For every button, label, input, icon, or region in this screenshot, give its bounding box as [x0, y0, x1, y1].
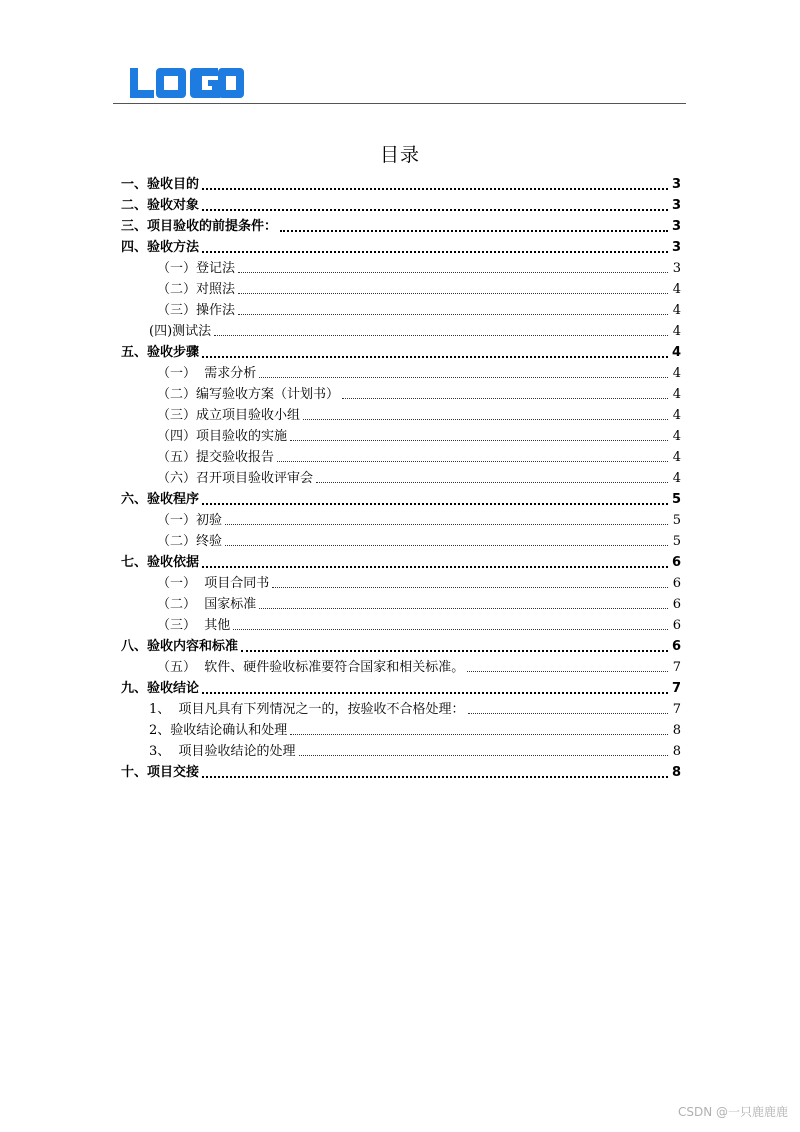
toc-entry-title: （五） 软件、硬件验收标准要符合国家和相关标准。 — [157, 660, 465, 675]
toc-leader-dots — [225, 524, 668, 525]
toc-entry-title: （五）提交验收报告 — [157, 450, 275, 465]
toc-entry[interactable] — [121, 215, 681, 236]
toc-entry[interactable] — [121, 320, 681, 341]
toc-leader-dots — [202, 209, 668, 211]
toc-entry-title: 十、项目交接 — [121, 765, 200, 780]
toc-entry[interactable] — [121, 593, 681, 614]
toc-entry-title: 四、验收方法 — [121, 240, 200, 255]
toc-entry-page: 5 — [672, 534, 681, 549]
toc-entry[interactable] — [121, 467, 681, 488]
toc-entry-page: 4 — [671, 345, 681, 360]
toc-leader-dots — [202, 566, 668, 568]
toc-entry-page: 4 — [672, 450, 681, 465]
toc-leader-dots — [233, 629, 668, 630]
toc-entry-page: 8 — [671, 765, 681, 780]
toc-entry[interactable] — [121, 236, 681, 257]
toc-leader-dots — [316, 482, 668, 483]
toc-leader-dots — [202, 251, 668, 253]
toc-entry-page: 4 — [672, 324, 681, 339]
toc-entry-title: （一） 项目合同书 — [157, 576, 270, 591]
toc-leader-dots — [225, 545, 668, 546]
toc-entry-page: 4 — [672, 471, 681, 486]
toc-entry[interactable] — [121, 740, 681, 761]
toc-entry-page: 7 — [672, 660, 681, 675]
toc-leader-dots — [342, 398, 668, 399]
toc-entry-title: （三）成立项目验收小组 — [157, 408, 301, 423]
toc-entry-page: 8 — [672, 744, 681, 759]
toc-leader-dots — [241, 650, 668, 652]
toc-entry[interactable] — [121, 446, 681, 467]
toc-entry-title: （二）对照法 — [157, 282, 236, 297]
toc-entry[interactable] — [121, 383, 681, 404]
logo-graphic — [128, 66, 246, 100]
toc-entry[interactable] — [121, 257, 681, 278]
toc-entry-title: (四)测试法 — [149, 324, 212, 339]
toc-entry-page: 6 — [672, 597, 681, 612]
toc-entry-page: 8 — [672, 723, 681, 738]
toc-leader-dots — [277, 461, 668, 462]
toc-leader-dots — [202, 776, 668, 778]
toc-entry-title: 一、验收目的 — [121, 177, 200, 192]
toc-entry-page: 7 — [672, 702, 681, 717]
toc-entry[interactable] — [121, 278, 681, 299]
toc-leader-dots — [238, 314, 668, 315]
toc-entry[interactable] — [121, 677, 681, 698]
toc-entry[interactable] — [121, 761, 681, 782]
toc-entry-title: （一）初验 — [157, 513, 223, 528]
toc-leader-dots — [259, 377, 668, 378]
toc-entry-page: 7 — [671, 681, 681, 696]
toc-entry[interactable] — [121, 488, 681, 509]
toc-entry[interactable] — [121, 194, 681, 215]
toc-leader-dots — [214, 335, 668, 336]
toc-entry-page: 4 — [672, 429, 681, 444]
toc-entry-page: 3 — [671, 240, 681, 255]
watermark: CSDN @一只鹿鹿鹿 — [677, 1105, 788, 1119]
toc-entry-title: 二、验收对象 — [121, 198, 200, 213]
toc-leader-dots — [290, 440, 668, 441]
toc-entry-title: （一） 需求分析 — [157, 366, 257, 381]
toc-entry-page: 3 — [671, 219, 681, 234]
toc-entry-title: 六、验收程序 — [121, 492, 200, 507]
toc-entry-title: （二）终验 — [157, 534, 223, 549]
toc-entry[interactable] — [121, 509, 681, 530]
toc-entry[interactable] — [121, 530, 681, 551]
toc-entry[interactable] — [121, 362, 681, 383]
toc-entry[interactable] — [121, 719, 681, 740]
toc-entry-page: 4 — [672, 282, 681, 297]
toc-entry-title: （二） 国家标准 — [157, 597, 257, 612]
toc-leader-dots — [303, 419, 668, 420]
toc-entry-title: （四）项目验收的实施 — [157, 429, 288, 444]
toc-leader-dots — [202, 503, 668, 505]
toc-entry[interactable] — [121, 173, 681, 194]
toc-leader-dots — [202, 692, 668, 694]
toc-entry[interactable] — [121, 572, 681, 593]
toc-entry-page: 6 — [672, 618, 681, 633]
toc-leader-dots — [290, 734, 668, 735]
toc-entry-title: 九、验收结论 — [121, 681, 200, 696]
toc-entry[interactable] — [121, 341, 681, 362]
toc-entry[interactable] — [121, 425, 681, 446]
toc-entry[interactable] — [121, 299, 681, 320]
header-divider — [113, 103, 686, 104]
toc-entry[interactable] — [121, 656, 681, 677]
toc-leader-dots — [238, 272, 668, 273]
logo — [128, 66, 246, 100]
toc-entry-title: 1、 项目凡具有下列情况之一的，按验收不合格处理： — [149, 702, 465, 717]
toc-entry-page: 4 — [672, 366, 681, 381]
toc-leader-dots — [467, 671, 668, 672]
toc-entry-page: 6 — [671, 639, 681, 654]
toc-entry-page: 3 — [671, 177, 681, 192]
toc-entry-page: 6 — [671, 555, 681, 570]
toc-entry-page: 6 — [672, 576, 681, 591]
toc-entry[interactable] — [121, 698, 681, 719]
toc-leader-dots — [299, 755, 668, 756]
toc-leader-dots — [202, 356, 668, 358]
toc-leader-dots — [238, 293, 668, 294]
table-of-contents — [121, 173, 681, 782]
toc-entry[interactable] — [121, 404, 681, 425]
toc-entry-title: （六）召开项目验收评审会 — [157, 471, 314, 486]
toc-entry-title: 3、 项目验收结论的处理 — [149, 744, 296, 759]
toc-entry-title: 2、验收结论确认和处理 — [149, 723, 288, 738]
toc-entry-title: （三） 其他 — [157, 618, 231, 633]
toc-entry-title: 五、验收步骤 — [121, 345, 200, 360]
toc-leader-dots — [280, 230, 668, 232]
toc-entry-title: 八、验收内容和标准 — [121, 639, 239, 654]
toc-leader-dots — [272, 587, 668, 588]
logo-text — [128, 100, 129, 101]
toc-entry-page: 3 — [672, 261, 681, 276]
toc-entry-page: 5 — [672, 513, 681, 528]
toc-entry-page: 4 — [672, 408, 681, 423]
toc-entry-title: （一）登记法 — [157, 261, 236, 276]
toc-entry-title: （三）操作法 — [157, 303, 236, 318]
toc-entry-page: 4 — [672, 387, 681, 402]
toc-title: 目录 — [379, 144, 420, 166]
toc-entry[interactable] — [121, 635, 681, 656]
toc-entry-title: 七、验收依据 — [121, 555, 200, 570]
toc-entry-page: 5 — [671, 492, 681, 507]
toc-leader-dots — [202, 188, 668, 190]
toc-entry-page: 3 — [671, 198, 681, 213]
toc-entry-page: 4 — [672, 303, 681, 318]
toc-entry[interactable] — [121, 551, 681, 572]
toc-entry-title: 三、项目验收的前提条件： — [121, 219, 278, 234]
toc-leader-dots — [259, 608, 668, 609]
toc-leader-dots — [468, 713, 668, 714]
toc-entry[interactable] — [121, 614, 681, 635]
toc-entry-title: （二）编写验收方案（计划书） — [157, 387, 340, 402]
